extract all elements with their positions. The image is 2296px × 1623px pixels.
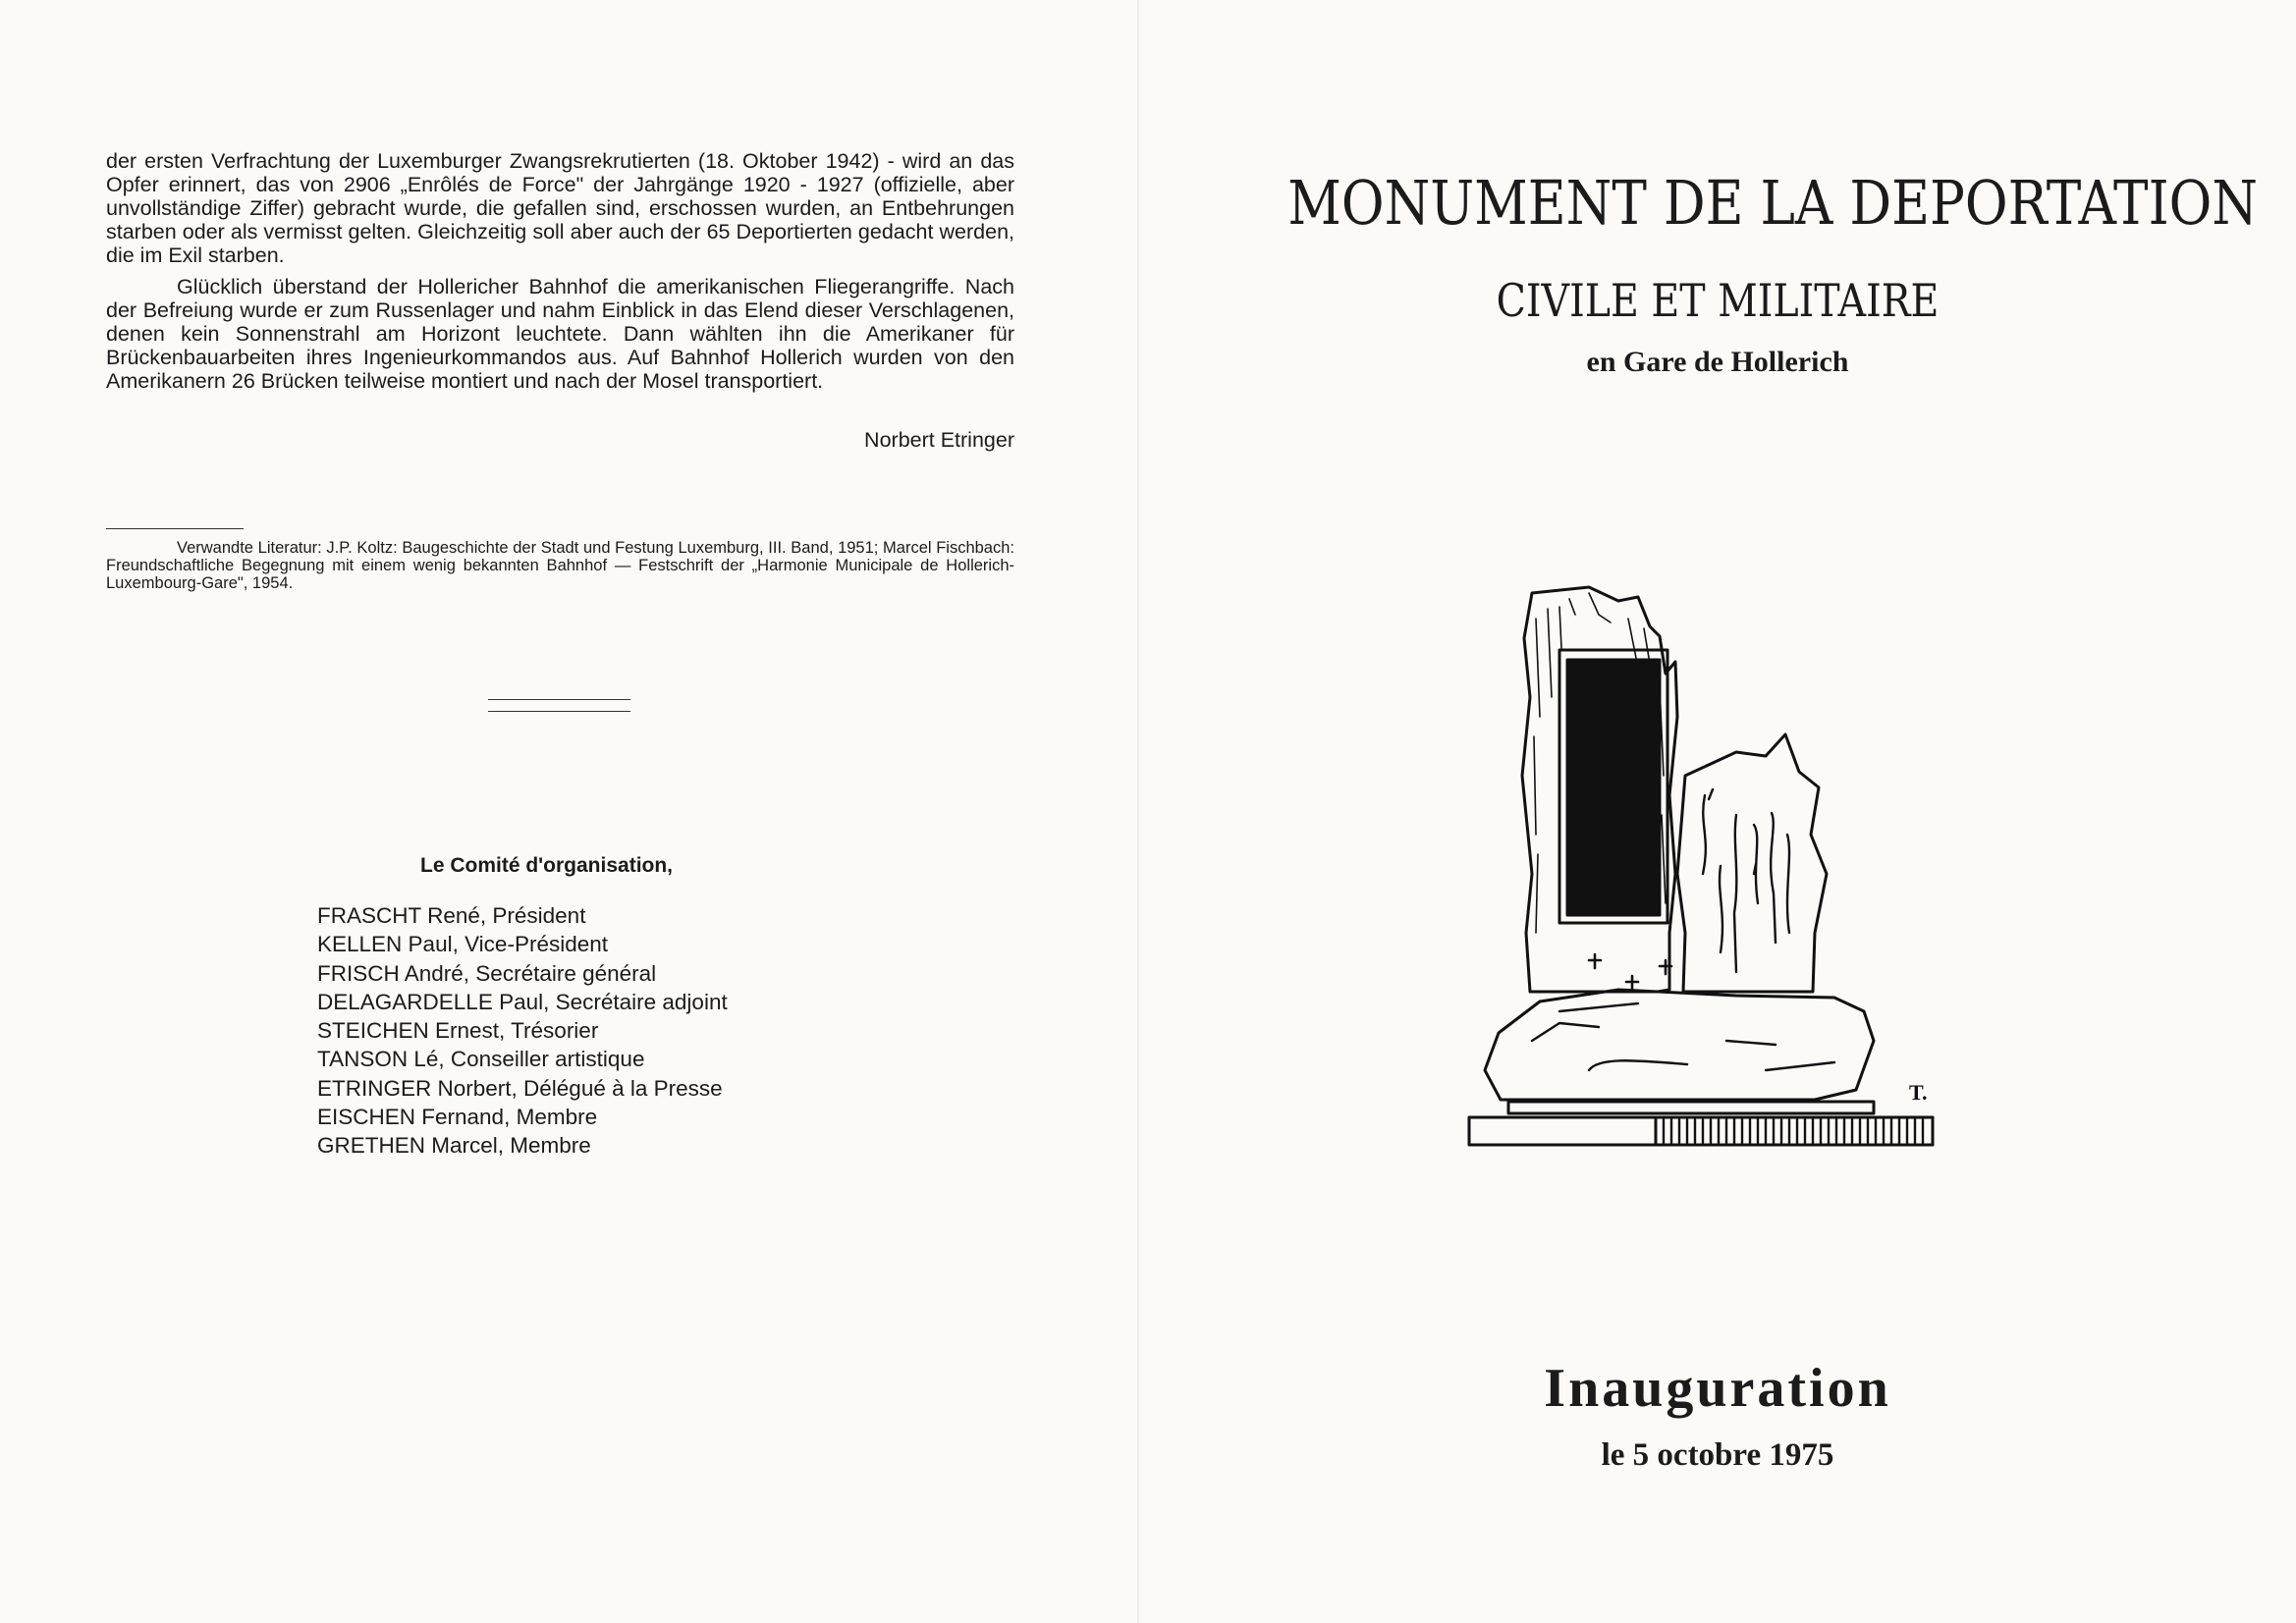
committee-member: ETRINGER Norbert, Délégué à la Presse — [317, 1075, 723, 1101]
artist-initial: T. — [1909, 1080, 1928, 1105]
monument-illustration — [1442, 579, 2001, 1198]
page-fold — [1137, 0, 1139, 1623]
left-page — [0, 0, 1139, 1623]
inauguration-heading: Inauguration — [1544, 1358, 1891, 1419]
committee-list — [317, 901, 728, 1161]
committee-member: KELLEN Paul, Vice-Président — [317, 932, 608, 957]
article-text — [106, 149, 1014, 393]
committee-member: STEICHEN Ernest, Trésorier — [317, 1018, 599, 1044]
committee-member: EISCHEN Fernand, Membre — [317, 1105, 598, 1130]
footnote: Verwandte Literatur: J.P. Koltz: Baugeschichte der Stadt und Festung Luxemburg, III. Band, 1951; Marcel Fischbach: Freundschaftliche Begegnung mit einem wenig bekannten Bahnhof — Festschrift der „Harmonie Municipale de Hollerich-Luxembourg-Gare", 1954. — [106, 539, 1014, 592]
paragraph-2: Glücklich überstand der Hollericher Bahnhof die amerikanischen Fliegerangriffe. Nach der Befreiung wurde er zum Russenlager und nahm Einblick in das Elend dieser Verschlagenen, denen kein Sonnenstrahl am Horizont leuchtete. Dann wählten ihn die Amerikaner für Brückenbauarbeiten ihres Ingenieurkommandos aus. Auf Bahnhof Hollerich wurden von den Amerikanern 26 Brücken teilweise montiert und nach der Mosel transportiert. — [106, 275, 1014, 393]
footnote-rule — [106, 528, 244, 529]
location-line: en Gare de Hollerich — [1586, 346, 1849, 378]
committee-member: FRASCHT René, Président — [317, 903, 586, 928]
paragraph-1: der ersten Verfrachtung der Luxemburger Zwangsrekrutierten (18. Oktober 1942) - wird an das Opfer erinnert, das von 2906 „Enrôlés de Force" der Jahrgänge 1920 - 1927 (offizielle, aber unvollständige Ziffer) gebracht wurde, die gefallen sind, erschossen wurden, an Entbehrungen starben oder als vermisst gelten. Gleichzeitig soll aber auch der 65 Deportierten gedacht werden, die im Exil starben. — [106, 149, 1014, 267]
committee-member: GRETHEN Marcel, Membre — [317, 1133, 591, 1159]
committee-member: DELAGARDELLE Paul, Secrétaire adjoint — [317, 989, 728, 1014]
committee-member: TANSON Lé, Conseiller artistique — [317, 1047, 645, 1072]
main-title: MONUMENT DE LA DEPORTATION — [1287, 167, 2259, 239]
inauguration-date: le 5 octobre 1975 — [1601, 1437, 1834, 1473]
committee-member: FRISCH André, Secrétaire général — [317, 960, 657, 986]
author-signature: Norbert Etringer — [864, 428, 1014, 452]
subtitle: CIVILE ET MILITAIRE — [1496, 274, 1940, 327]
section-divider — [488, 699, 630, 712]
committee-title: Le Comité d'organisation, — [420, 854, 674, 877]
